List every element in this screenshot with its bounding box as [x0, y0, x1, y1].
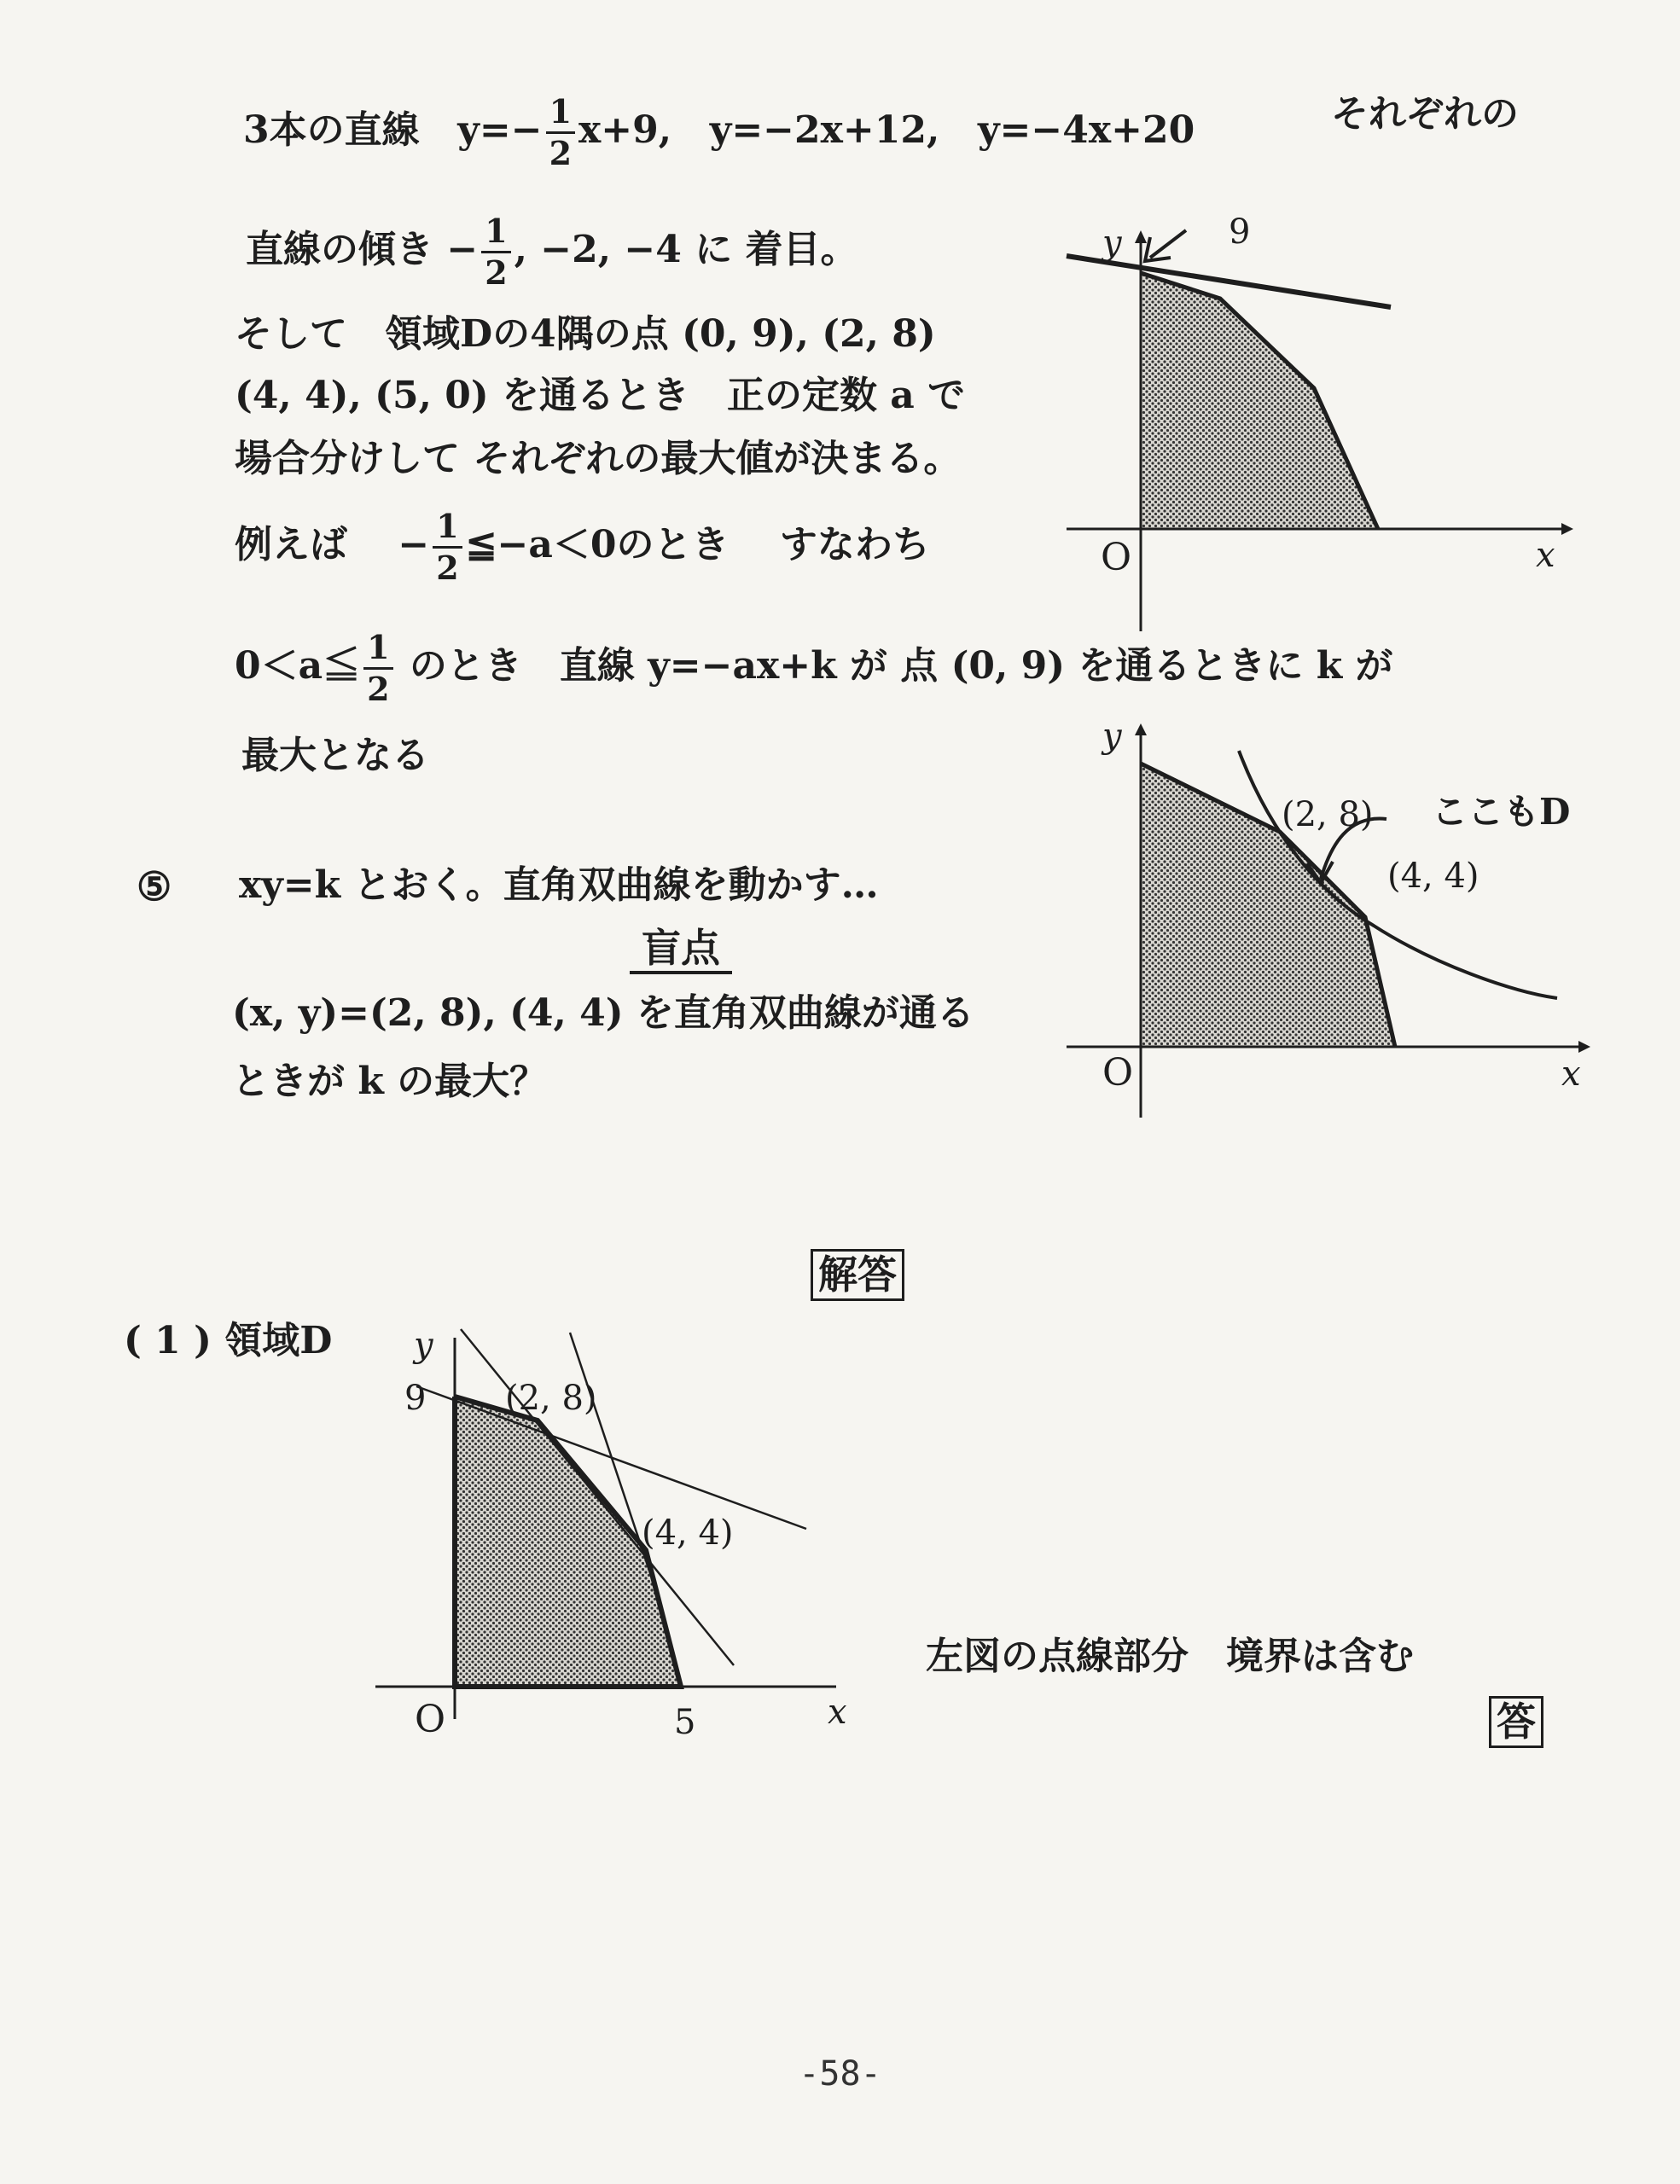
graph-1-intercept: 9	[1229, 212, 1251, 252]
answer-label: ( 1 ) 領域D	[124, 1319, 333, 1362]
answer-mark: 答	[1489, 1696, 1543, 1748]
graph-1-y-label: y	[1102, 224, 1122, 263]
item-5-text: xy=k とおく。直角双曲線を動かす…	[239, 863, 879, 907]
graph-3-x-label: x	[828, 1693, 847, 1732]
graph-3-x-tick: 5	[674, 1703, 696, 1742]
x-axis-arrow	[1578, 1041, 1590, 1053]
y-axis-arrow	[1135, 230, 1147, 243]
item-5-line-a: (x, y)=(2, 8), (4, 4) を直角双曲線が通る	[232, 991, 974, 1035]
condition-line	[235, 628, 1393, 708]
graph-2-origin: O	[1102, 1051, 1134, 1095]
graph-2-note: ここもD	[1432, 791, 1571, 833]
slope-suffix: , −2, −4 に 着目。	[514, 228, 858, 271]
graph-1-x-label: x	[1536, 536, 1555, 575]
eq1-numerator: 1	[546, 96, 575, 134]
example-line	[235, 507, 930, 587]
graph-3-origin: O	[415, 1698, 446, 1741]
graph-2-point-2: (4, 4)	[1387, 857, 1479, 896]
graph-3	[375, 1314, 870, 1757]
condition-fraction	[363, 628, 392, 708]
slope-fraction	[481, 212, 510, 292]
slope-line	[246, 212, 858, 292]
graph-2-x-label: x	[1561, 1054, 1581, 1094]
para-line-3: 場合分けして それぞれの最大値が決まる。	[235, 437, 962, 480]
intro-prefix: 3本の直線	[243, 108, 420, 152]
eq3: y=−4x+20	[977, 108, 1195, 152]
blind-spot-heading: 盲点	[630, 928, 732, 974]
condition-numerator: 1	[363, 631, 392, 670]
item-5-marker: ⑤	[137, 863, 172, 909]
eq2: y=−2x+12,	[709, 108, 940, 152]
eq1-rhs: x+9,	[578, 108, 672, 152]
slope-prefix: 直線の傾き −	[246, 228, 479, 271]
graph-3-y-label: y	[414, 1326, 433, 1365]
y-axis-arrow	[1135, 723, 1147, 735]
condition-denominator: 2	[367, 670, 390, 708]
eq1-fraction	[546, 92, 575, 172]
para-line-1: そして 領域Dの4隅の点 (0, 9), (2, 8)	[235, 312, 936, 356]
item-5-line-b: ときが k の最大？	[232, 1060, 548, 1103]
tangent-line	[1067, 256, 1391, 307]
eq1-lhs: y=−	[457, 108, 543, 152]
graph-1-origin: O	[1101, 536, 1132, 579]
example-denominator: 2	[436, 549, 459, 587]
slope-numerator: 1	[481, 215, 510, 253]
para-line-2: (4, 4), (5, 0) を通るとき 正の定数 a で	[235, 374, 966, 417]
graph-3-point-1: (2, 8)	[505, 1379, 597, 1418]
example-fraction	[433, 507, 462, 587]
graph-2-point-1: (2, 8)	[1282, 795, 1374, 834]
graph-1	[1049, 205, 1604, 631]
graph-3-point-2: (4, 4)	[642, 1513, 734, 1553]
intro-suffix: それぞれの	[1331, 92, 1519, 136]
example-suffix: ≦−a＜0のとき すなわち	[465, 523, 930, 566]
graph-3-y-tick: 9	[404, 1379, 427, 1418]
condition-suffix: のとき 直線 y=−ax+k が 点 (0, 9) を通るときに k が	[396, 644, 1393, 688]
answer-heading: 解答	[811, 1249, 904, 1301]
page-number: -58-	[799, 2054, 881, 2094]
eq1-denominator: 2	[549, 134, 573, 172]
x-axis-arrow	[1561, 523, 1573, 535]
graph-2-y-label: y	[1102, 717, 1122, 756]
answer-note: 左図の点線部分 境界は含む	[926, 1635, 1414, 1678]
example-numerator: 1	[433, 510, 462, 549]
pointer-arrow	[1150, 230, 1186, 258]
condition-prefix: 0＜a≦	[235, 644, 361, 688]
pointer-arrow-head	[1145, 237, 1171, 261]
slope-denominator: 2	[485, 253, 508, 292]
intro-line	[243, 92, 1195, 172]
max-line: 最大となる	[241, 734, 429, 777]
graph-2	[1049, 717, 1664, 1126]
region-d-shaded	[1141, 273, 1378, 529]
example-prefix: 例えば −	[235, 523, 430, 566]
